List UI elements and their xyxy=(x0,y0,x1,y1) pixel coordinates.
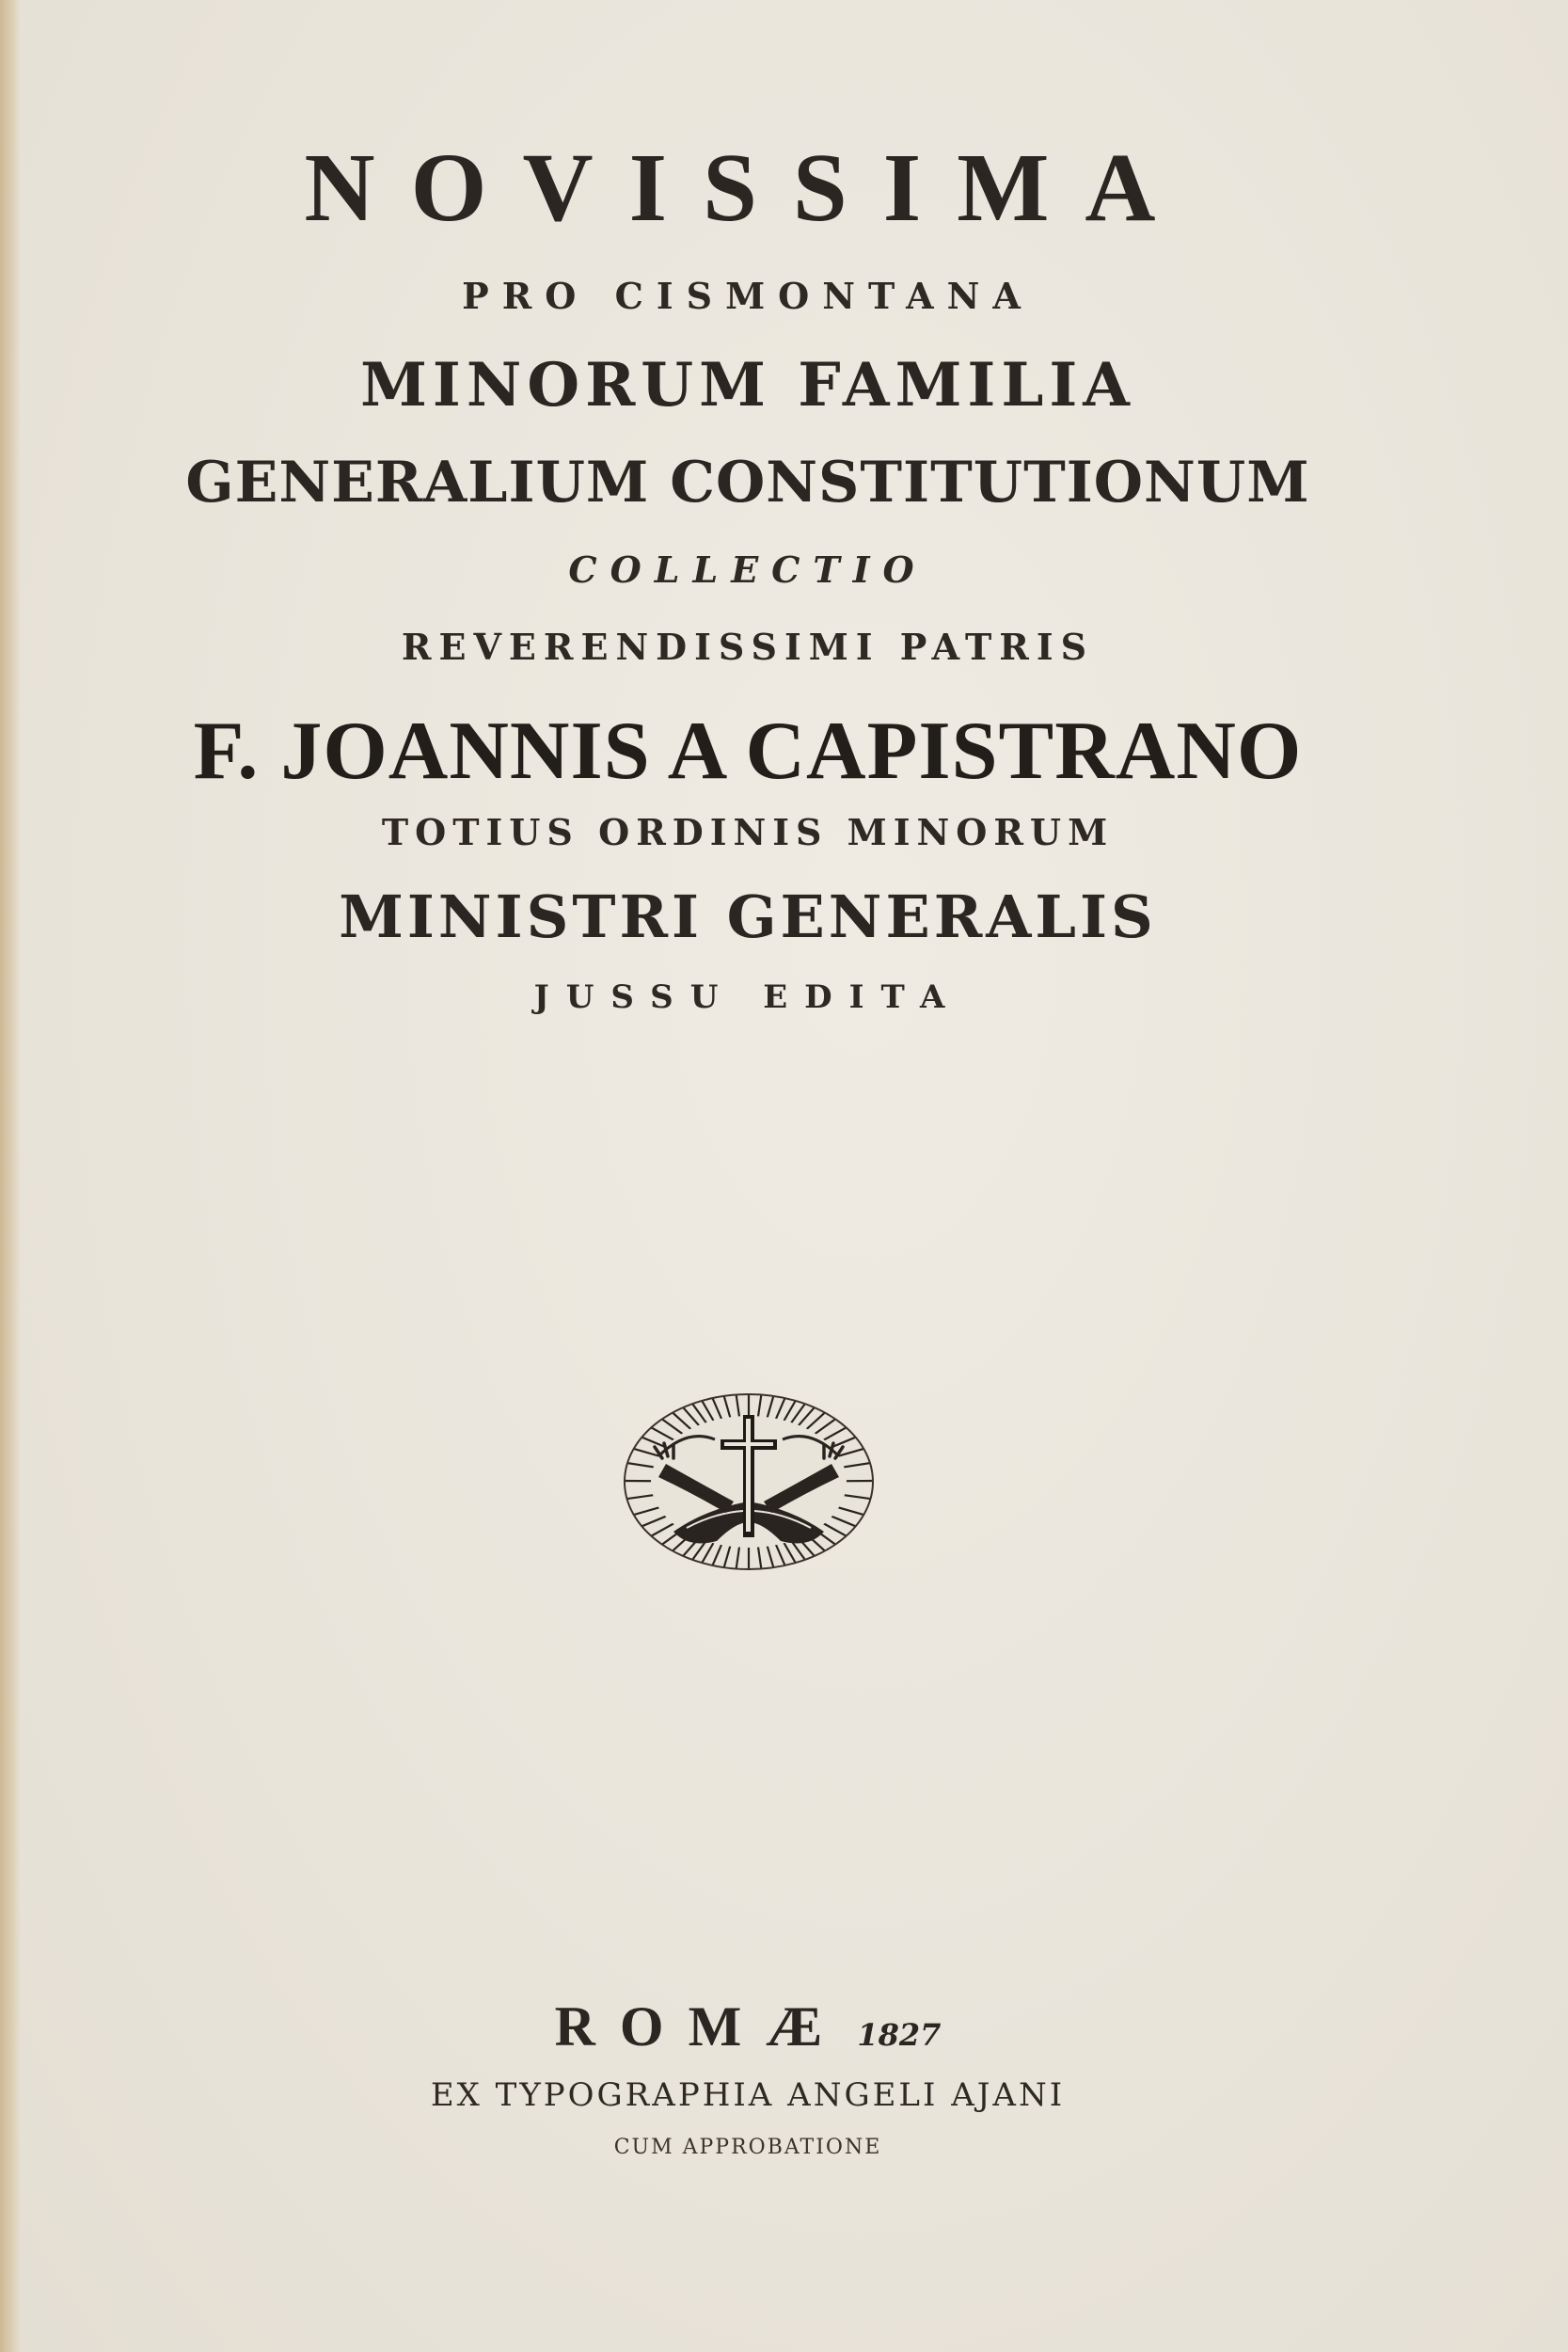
franciscan-emblem-icon xyxy=(621,1391,877,1573)
imprint-place-date xyxy=(0,1994,1496,2059)
subtitle-line: MINORUM FAMILIA xyxy=(360,350,1135,421)
subtitle-line: GENERALIUM CONSTITUTIONUM xyxy=(185,450,1310,516)
subtitle-line: PRO CISMONTANA xyxy=(462,275,1034,317)
main-title: NOVISSIMA xyxy=(304,134,1192,242)
imprint-printer: EX TYPOGRAPHIA ANGELI AJANI xyxy=(430,2076,1066,2114)
subtitle-line: JUSSU EDITA xyxy=(533,978,962,1016)
imprint-city: ROMÆ xyxy=(554,1995,847,2058)
subtitle-line: REVERENDISSIMI PATRIS xyxy=(401,626,1095,668)
imprint-approval: CUM APPROBATIONE xyxy=(613,2136,882,2159)
author-name: F. JOANNIS A CAPISTRANO xyxy=(193,706,1303,797)
subtitle-line: TOTIUS ORDINIS MINORUM xyxy=(381,811,1115,853)
subtitle-line: MINISTRI GENERALIS xyxy=(339,882,1157,951)
imprint-year: 1827 xyxy=(857,2017,942,2053)
subtitle-line: COLLECTIO xyxy=(568,548,927,591)
